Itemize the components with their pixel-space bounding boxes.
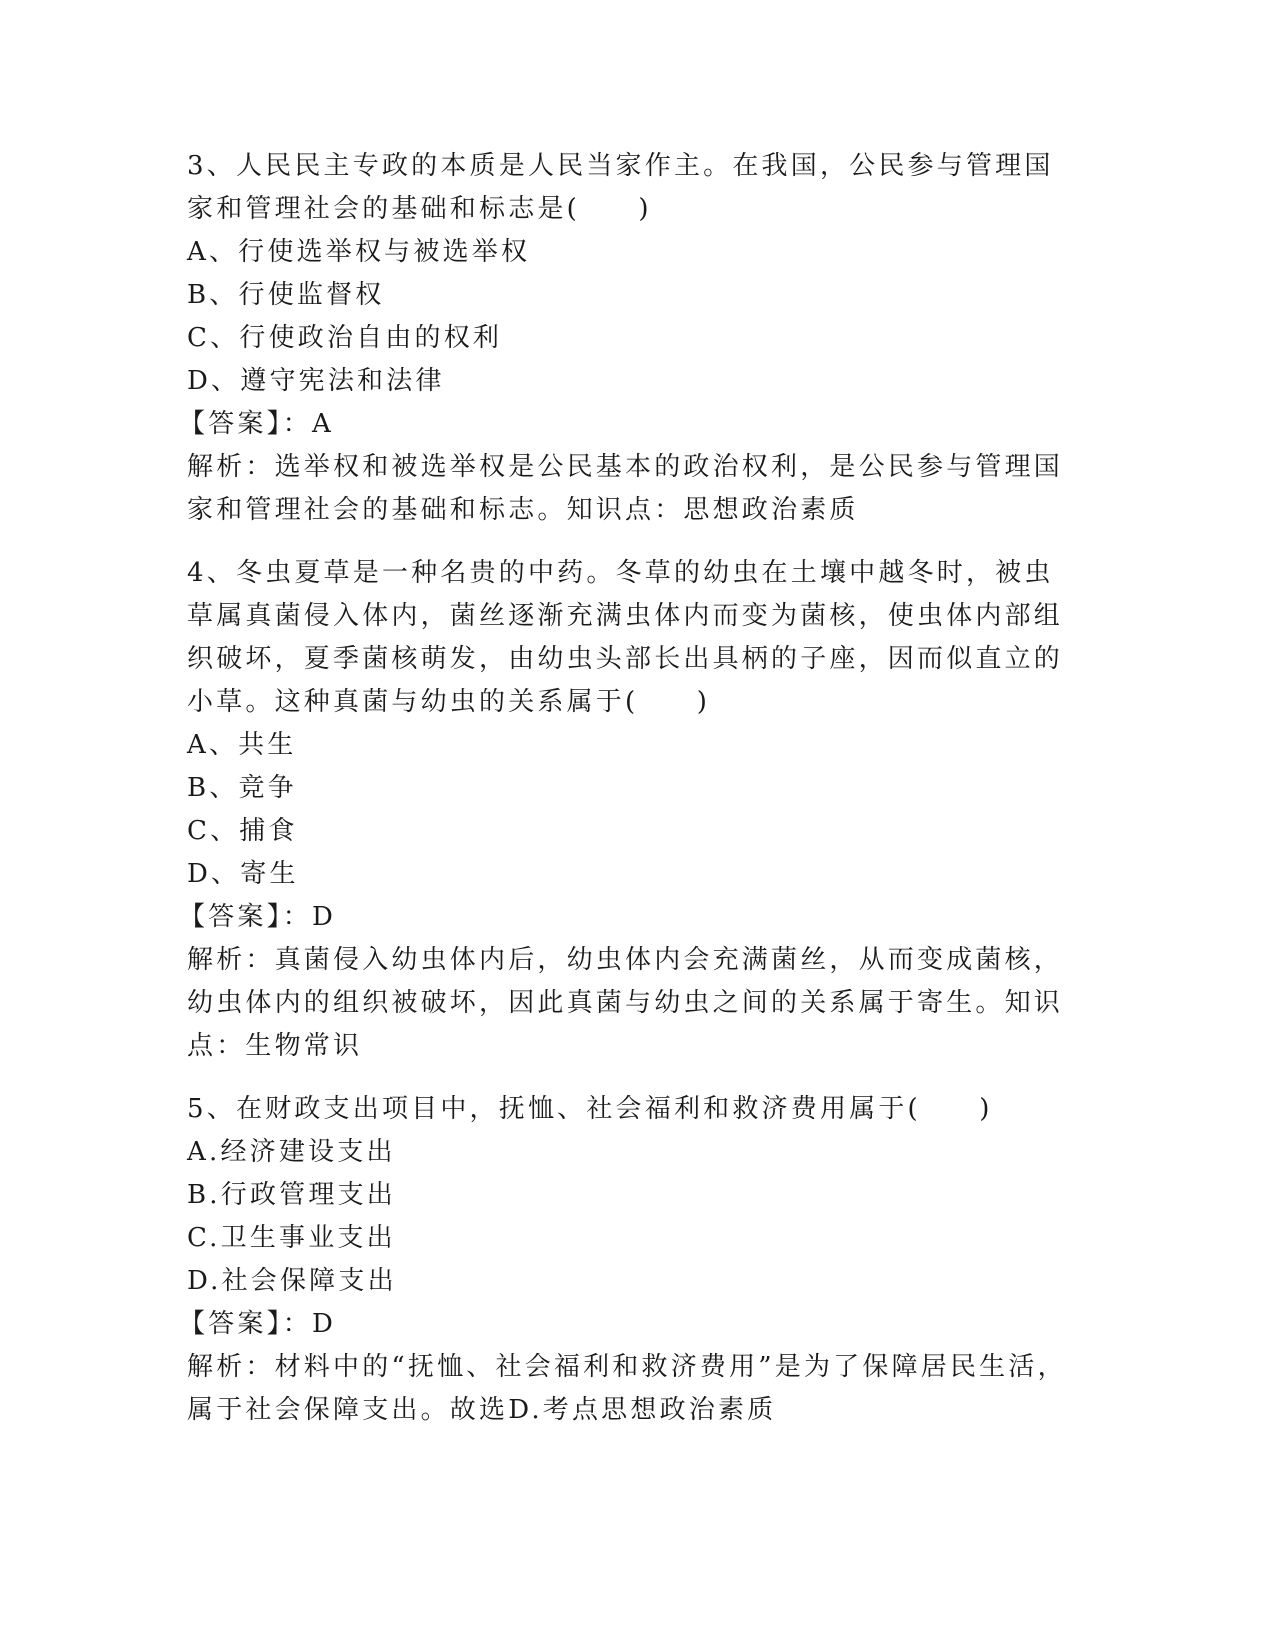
question-4 [179, 552, 1087, 1068]
question-stem: 4、冬虫夏草是一种名贵的中药。冬草的幼虫在土壤中越冬时，被虫草属真菌侵入体内，菌丝逐渐充满虫体内而变为菌核，使虫体内部组织破坏，夏季菌核萌发，由幼虫头部长出具柄的子座，因而似直立的小草。这种真菌与幼虫的关系属于( ) [187, 558, 1064, 717]
answer-label: 【答案】：A [179, 409, 334, 439]
option-b: B、行使监督权 [187, 280, 385, 310]
answer-label: 【答案】：D [179, 902, 337, 932]
option-c: C、行使政治自由的权利 [187, 323, 503, 353]
question-3 [179, 145, 1087, 532]
analysis-text: 解析：选举权和被选举权是公民基本的政治权利，是公民参与管理国家和管理社会的基础和标志。知识点：思想政治素质 [187, 452, 1064, 525]
option-a: A、共生 [187, 730, 297, 760]
option-c: C.卫生事业支出 [187, 1223, 396, 1253]
option-a: A.经济建设支出 [187, 1137, 396, 1167]
option-d: D、寄生 [187, 859, 299, 889]
question-stem: 3、人民民主专政的本质是人民当家作主。在我国，公民参与管理国家和管理社会的基础和标志是( ) [187, 151, 1054, 224]
question-5 [179, 1088, 1087, 1432]
option-c: C、捕食 [187, 816, 298, 846]
option-d: D.社会保障支出 [187, 1266, 397, 1296]
question-stem: 5、在财政支出项目中，抚恤、社会福利和救济费用属于( ) [187, 1094, 993, 1124]
analysis-text: 解析：真菌侵入幼虫体内后，幼虫体内会充满菌丝，从而变成菌核，幼虫体内的组织被破坏，因此真菌与幼虫之间的关系属于寄生。知识点：生物常识 [187, 945, 1064, 1061]
option-d: D、遵守宪法和法律 [187, 366, 445, 396]
option-a: A、行使选举权与被选举权 [187, 237, 531, 267]
answer-label: 【答案】：D [179, 1309, 337, 1339]
document-page [179, 145, 1087, 1452]
option-b: B.行政管理支出 [187, 1180, 396, 1210]
analysis-text: 解析：材料中的“抚恤、社会福利和救济费用”是为了保障居民生活，属于社会保障支出。故选D.考点思想政治素质 [187, 1352, 1067, 1425]
option-b: B、竞争 [187, 773, 297, 803]
